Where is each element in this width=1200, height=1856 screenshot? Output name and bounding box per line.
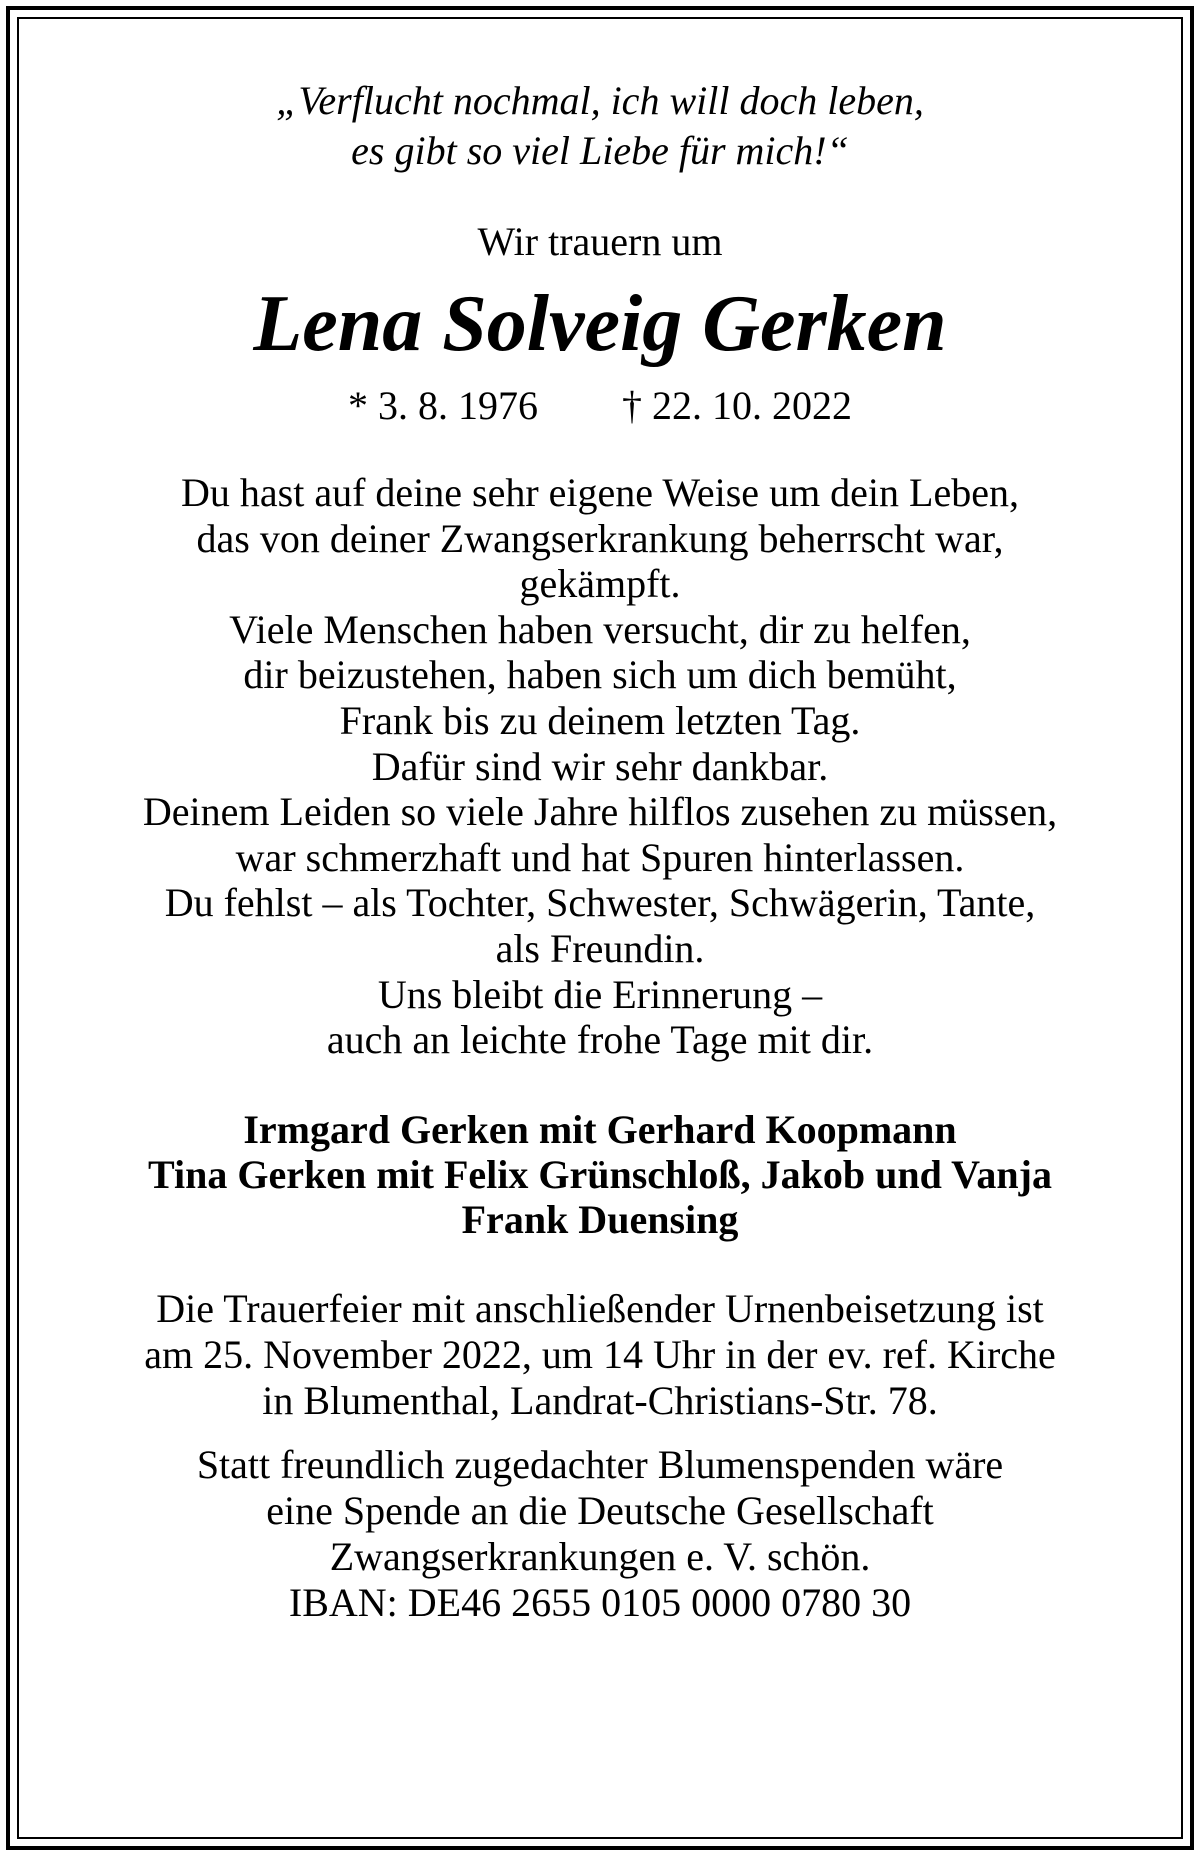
text-line: Du fehlst – als Tochter, Schwester, Schwägerin, Tante, [164, 880, 1036, 926]
deceased-name: Lena Solveig Gerken [253, 280, 947, 368]
funeral-info [40, 1286, 1160, 1424]
birth-date: * 3. 8. 1976 [348, 383, 538, 428]
obituary-content [40, 76, 1160, 1626]
donation-line: Zwangserkrankungen e. V. schön. [329, 1533, 871, 1579]
text-line: dir beizustehen, haben sich um dich bemüht, [243, 652, 957, 698]
text-line: Frank bis zu deinem letzten Tag. [339, 697, 861, 743]
memorial-text [40, 470, 1160, 1063]
text-line: Uns bleibt die Erinnerung – [377, 971, 823, 1017]
funeral-line: am 25. November 2022, um 14 Uhr in der ev. ref. Kirche [144, 1331, 1056, 1377]
life-dates [40, 382, 1160, 430]
iban-line: IBAN: DE46 2655 0105 0000 0780 30 [288, 1579, 912, 1625]
death-date: † 22. 10. 2022 [622, 383, 852, 428]
mourner-line: Irmgard Gerken mit Gerhard Koopmann [243, 1106, 957, 1152]
mourners-list [40, 1107, 1160, 1242]
donation-info [40, 1442, 1160, 1626]
text-line: Deinem Leiden so viele Jahre hilflos zusehen zu müssen, [142, 789, 1058, 835]
funeral-line: in Blumenthal, Landrat-Christians-Str. 78. [262, 1377, 938, 1423]
mourner-line: Tina Gerken mit Felix Grünschloß, Jakob und Vanja [148, 1151, 1052, 1197]
text-line: gekämpft. [519, 561, 681, 607]
motto-line: „Verflucht nochmal, ich will doch leben, [276, 78, 924, 123]
mourner-line: Frank Duensing [461, 1196, 739, 1242]
text-line: als Freundin. [495, 925, 705, 971]
donation-line: eine Spende an die Deutsche Gesellschaft [266, 1487, 934, 1533]
donation-line: Statt freundlich zugedachter Blumenspenden wäre [196, 1441, 1004, 1487]
text-line: auch an leichte frohe Tage mit dir. [326, 1017, 874, 1063]
text-line: das von deiner Zwangserkrankung beherrscht war, [196, 515, 1004, 561]
intro-text: Wir trauern um [477, 219, 723, 264]
text-line: war schmerzhaft und hat Spuren hinterlassen. [235, 834, 965, 880]
funeral-line: Die Trauerfeier mit anschließender Urnenbeisetzung ist [156, 1285, 1044, 1331]
text-line: Viele Menschen haben versucht, dir zu helfen, [229, 606, 971, 652]
text-line: Dafür sind wir sehr dankbar. [371, 743, 829, 789]
motto-line: es gibt so viel Liebe für mich!“ [351, 128, 849, 173]
text-line: Du hast auf deine sehr eigene Weise um dein Leben, [181, 470, 1019, 515]
motto-quote [40, 76, 1160, 176]
